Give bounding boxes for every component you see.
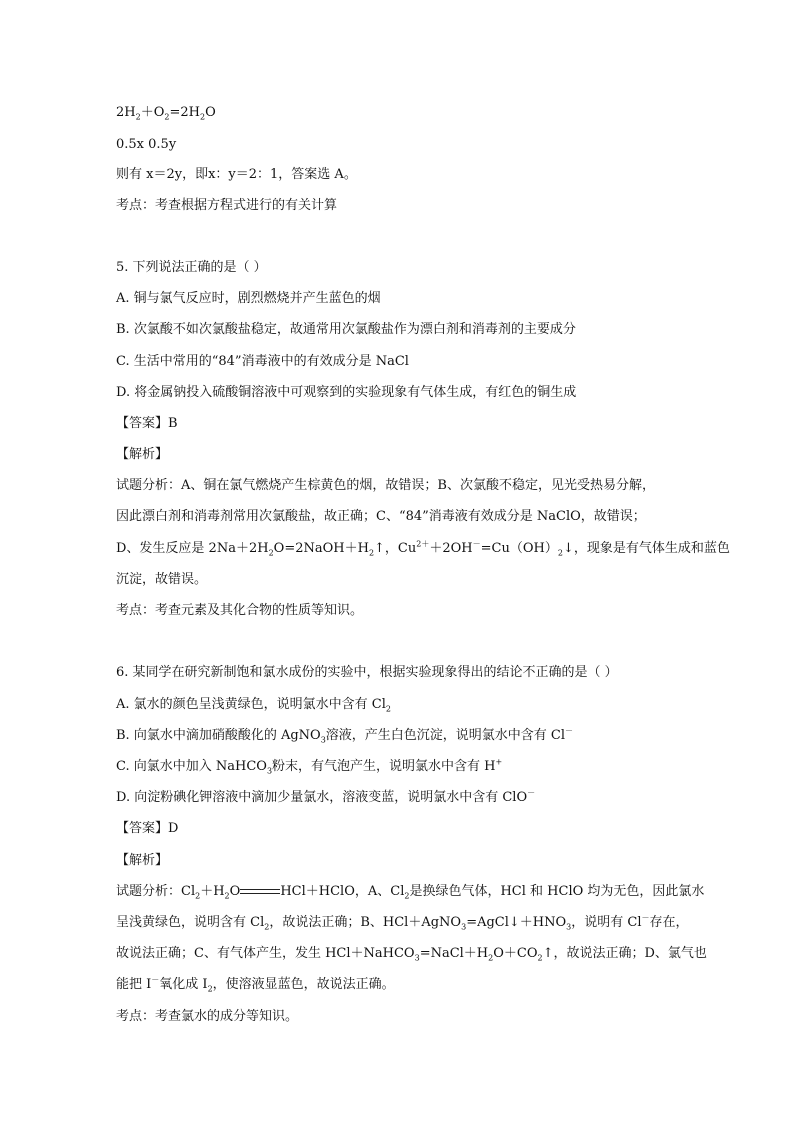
question-6-analysis-line-1: 试题分析：$Cl_2+H_2O$ HCl＋HClO，A、$Cl_2$是换绿色气体，HCl 和 HClO 均为无色，因此氯水 xyxy=(116,884,705,901)
question-5-analysis-line-2: 因此漂白剂和消毒剂常用次氯酸盐，故正确；C、“84”消毒液有效成分是 NaClO，故错误； xyxy=(116,509,646,524)
question-5-analysis-line-4: 沉淀，故错误。 xyxy=(116,572,208,587)
kaodian-line: 考点：考查根据方程式进行的有关计算 xyxy=(116,198,338,213)
question-6-option-a: A. 氯水的颜色呈浅黄绿色，说明氯水中含有 $Cl_2$ xyxy=(116,697,391,714)
question-6-analysis-label: 【解析】 xyxy=(116,853,169,868)
conclusion-line: 则有 x＝2y，即x：y＝2：1，答案选 A。 xyxy=(116,167,357,182)
question-6-stem: 6. 某同学在研究新制饱和氯水成份的实验中，根据实验现象得出的结论不正确的是（ ） xyxy=(116,665,618,680)
question-5-option-c: C. 生活中常用的“84”消毒液中的有效成分是 NaCl xyxy=(116,354,409,369)
question-5-option-d: D. 将金属钠投入硫酸铜溶液中可观察到的实验现象有气体生成，有红色的铜生成 xyxy=(116,385,577,400)
ratio-line: 0.5x 0.5y xyxy=(116,137,177,152)
question-5-kaodian: 考点：考查元素及其化合物的性质等知识。 xyxy=(116,603,364,618)
question-6-kaodian: 考点：考查氯水的成分等知识。 xyxy=(116,1009,299,1024)
question-6-analysis-line-4: 能把 I－氧化成 $I_2$，使溶液显蓝色，故说法正确。 xyxy=(116,975,395,994)
question-5-stem: 5. 下列说法正确的是（ ） xyxy=(116,260,267,275)
question-6-answer: 【答案】D xyxy=(116,821,179,836)
equation-line: $2H_2+O_2=2H_2O$ xyxy=(116,105,216,122)
question-6-option-c: C. 向氯水中加入 NaHCO$_3$粉末，有气泡产生，说明氯水中含有 H+ xyxy=(116,757,503,776)
question-5-option-a: A. 铜与氯气反应时，剧烈燃烧并产生蓝色的烟 xyxy=(116,291,381,306)
question-6-analysis-line-2: 呈浅黄绿色，说明含有 $Cl_2$，故说法正确；B、$HCl+AgNO_3=AgCl↓+HNO_3$，说明有 Cl－存在， xyxy=(116,913,689,932)
question-5-option-b: B. 次氯酸不如次氯酸盐稳定，故通常用次氯酸盐作为漂白剂和消毒剂的主要成分 xyxy=(116,322,576,337)
question-6-option-d: D. 向淀粉碘化钾溶液中滴加少量氯水，溶液变蓝，说明氯水中含有 ClO－ xyxy=(116,788,536,805)
question-6-option-b: B. 向氯水中滴加硝酸酸化的 AgNO$_3$溶液，产生白色沉淀，说明氯水中含有 Cl－ xyxy=(116,726,574,745)
question-5-analysis-label: 【解析】 xyxy=(116,447,169,462)
question-5-analysis-line-3: D、发生反应是 $2Na+2H_2O=2NaOH+H_2↑$，$Cu^{2+}+2OH^-=Cu(OH)_2↓$，现象是有气体生成和蓝色 xyxy=(116,539,730,558)
question-5-analysis-line-1: 试题分析：A、铜在氯气燃烧产生棕黄色的烟，故错误；B、次氯酸不稳定，见光受热易分解， xyxy=(116,478,655,493)
equilibrium-arrow-icon xyxy=(240,887,280,897)
question-6-analysis-line-3: 故说法正确；C、有气体产生，发生 $HCl+NaHCO_3=NaCl+H_2O+CO_2↑$，故说法正确；D、氯气也 xyxy=(116,946,707,963)
question-5-answer: 【答案】B xyxy=(116,416,178,431)
